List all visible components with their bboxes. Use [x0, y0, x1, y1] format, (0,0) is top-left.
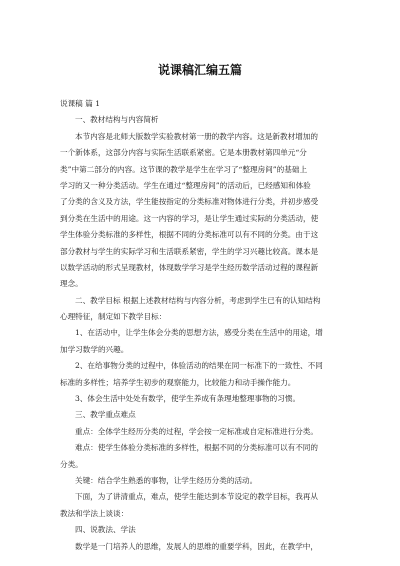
- paragraph-line: 本节内容是北师大版数学实验教材第一册的教学内容。这是新教材增加的: [75, 131, 318, 141]
- section-heading: 二、教学目标 根据上述教材结构与内容分析，考虑到学生已有的认知结构: [75, 295, 321, 305]
- section-heading: 四、说教法、学法: [75, 525, 136, 535]
- paragraph-line: 重点：全体学生经历分类的过程，学会按一定标准或自定标准进行分类。: [75, 426, 318, 436]
- document-body: [60, 96, 343, 555]
- document-title: 说课稿汇编五篇: [157, 63, 242, 77]
- paragraph-line: 了分类的含义及方法，学生能按指定的分类标准对物体进行分类，并初步感受: [60, 197, 319, 207]
- paragraph-line: 1、在活动中，让学生体会分类的思想方法，感受分类在生活中的用途，增: [75, 328, 323, 338]
- paragraph-line: 学习的又一种分类活动。学生在通过“整理房间”的活动后，已经感知和体验: [60, 180, 311, 190]
- paragraph-line: 教法和学法上谈谈：: [60, 508, 129, 518]
- paragraph-line: 心理特征，制定如下教学目标：: [60, 312, 167, 322]
- paragraph-line: 2、在给事物分类的过程中，体验活动的结果在同一标准下的一致性、不同: [75, 361, 323, 371]
- paragraph-line: 一个新体系，这部分内容与实际生活联系紧密。它是本册教材第四单元“分: [60, 148, 307, 158]
- paragraph-line: 关键：结合学生熟悉的事物，让学生经历分类的活动。: [75, 475, 258, 485]
- section-heading: 三、教学重点难点: [75, 410, 136, 420]
- paragraph-line: 类”中第二部分的内容。这节课的教学是学生在学习了“整理房间”的基础上: [60, 164, 308, 174]
- paragraph-line: 理念。: [60, 279, 83, 289]
- section-label: 说课稿 篇 1: [60, 99, 101, 108]
- paragraph-line: 部分教材与学生的实际学习和生活联系紧密，学生的学习兴趣比较高。课本是: [60, 246, 319, 256]
- paragraph-line: 分类。: [60, 459, 83, 469]
- paragraph-line: 到分类在生活中的用途。这一内容的学习，是让学生通过实际的分类活动，使: [60, 213, 319, 223]
- paragraph-line: 学生体验分类标准的多样性，根据不同的分类标准可以有不同的分类。由于这: [60, 230, 319, 240]
- paragraph-line: 加学习数学的兴趣。: [60, 344, 129, 354]
- paragraph-line: 以数学活动的形式呈现教材，体现数学学习是学生经历数学活动过程的课程新: [60, 262, 319, 272]
- paragraph-line: 数学是一门培养人的思维，发展人的思维的重要学科，因此，在教学中，: [75, 541, 318, 551]
- paragraph-line: 3、体会生活中处处有数学，使学生养成有条理地整理事物的习惯。: [75, 394, 301, 404]
- paragraph-line: 难点：使学生体验分类标准的多样性，根据不同的分类标准可以有不同的: [75, 443, 318, 453]
- paragraph-line: 标准的多样性；培养学生初步的观察能力，比较能力和动手操作能力。: [60, 377, 296, 387]
- section-heading: 一、教材结构与内容简析: [75, 115, 159, 125]
- paragraph-line: 下面，为了讲清重点，难点，使学生能达到本节设定的教学目标，我再从: [75, 492, 318, 502]
